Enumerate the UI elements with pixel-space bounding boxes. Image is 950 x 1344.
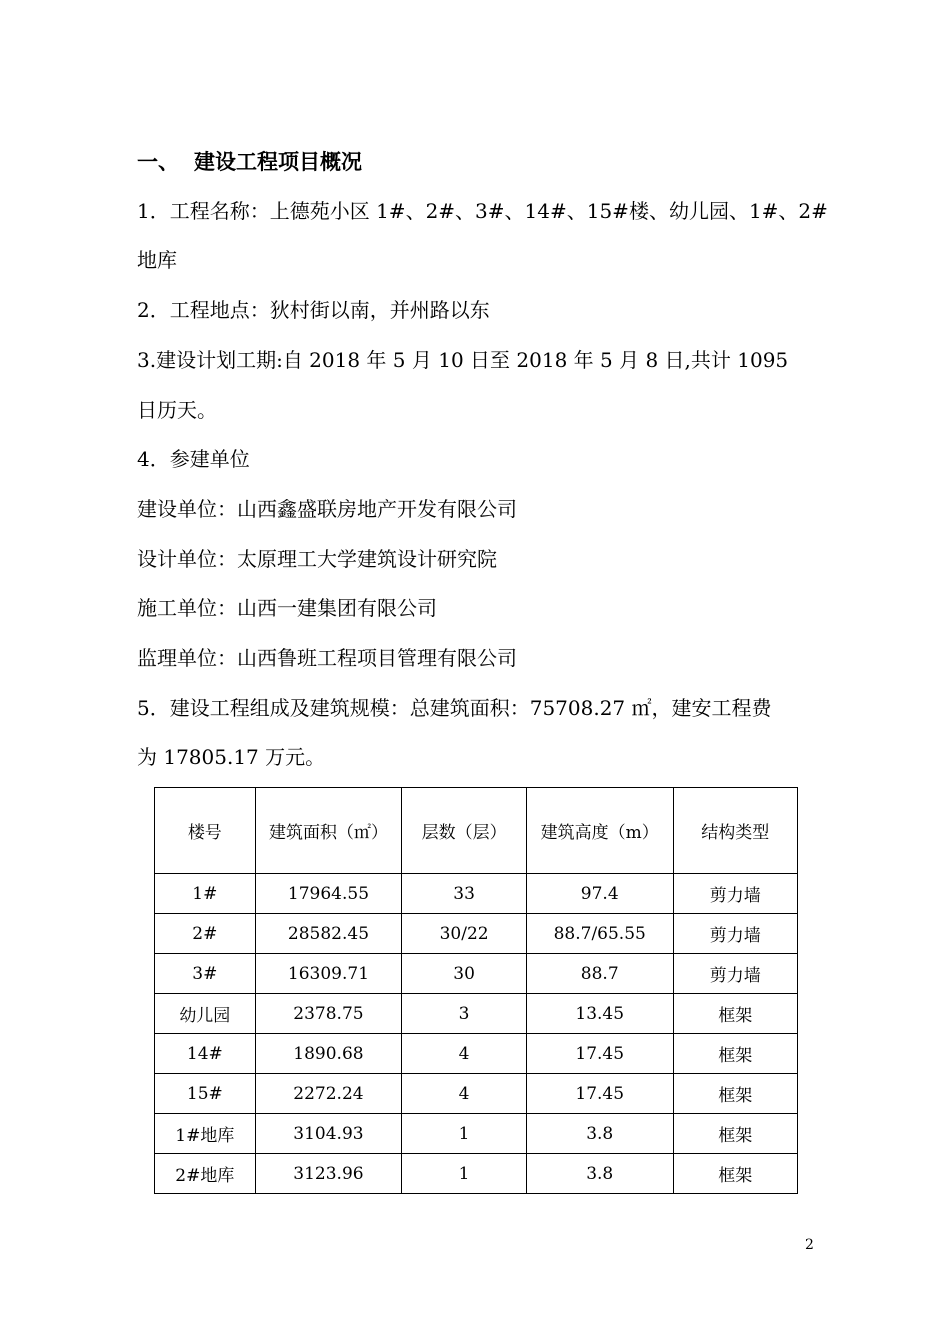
cell-building-no: 3#: [155, 954, 256, 994]
project-name-line2: 地库: [137, 248, 177, 272]
cell-building-no: 2#地库: [155, 1154, 256, 1194]
header-building-no: 楼号: [155, 788, 256, 874]
header-height: 建筑高度（m）: [526, 788, 673, 874]
cell-height: 88.7: [526, 954, 673, 994]
cell-structure-type: 剪力墙: [673, 954, 797, 994]
section-number: 一、: [137, 149, 179, 174]
cell-building-no: 1#地库: [155, 1114, 256, 1154]
table-row: [155, 1034, 798, 1074]
cell-floor-area: 16309.71: [255, 954, 402, 994]
table-row: [155, 874, 798, 914]
cell-height: 3.8: [526, 1154, 673, 1194]
table-row: [155, 1114, 798, 1154]
cell-storeys: 30: [402, 954, 527, 994]
cell-structure-type: 框架: [673, 1074, 797, 1114]
cell-building-no: 14#: [155, 1034, 256, 1074]
section-heading: [137, 146, 362, 176]
cell-height: 17.45: [526, 1034, 673, 1074]
cell-structure-type: 框架: [673, 1034, 797, 1074]
table-row: [155, 1074, 798, 1114]
cell-building-no: 2#: [155, 914, 256, 954]
page-number: 2: [805, 1237, 814, 1253]
header-storeys: 层数（层）: [402, 788, 527, 874]
builder-unit: 建设单位：山西鑫盛联房地产开发有限公司: [137, 497, 517, 521]
design-unit: 设计单位：太原理工大学建筑设计研究院: [137, 547, 497, 571]
cell-height: 13.45: [526, 994, 673, 1034]
cell-storeys: 4: [402, 1074, 527, 1114]
cell-storeys: 33: [402, 874, 527, 914]
cell-height: 3.8: [526, 1114, 673, 1154]
table-header-row: [155, 788, 798, 874]
construction-period-line2: 日历天。: [137, 398, 217, 422]
table-row: [155, 1154, 798, 1194]
table-row: [155, 994, 798, 1034]
building-table: [154, 787, 798, 1194]
cell-structure-type: 剪力墙: [673, 874, 797, 914]
project-name-line1: 1．工程名称：上德苑小区 1#、2#、3#、14#、15#楼、幼儿园、1#、2#: [137, 199, 828, 223]
supervisor-unit: 监理单位：山西鲁班工程项目管理有限公司: [137, 646, 517, 670]
cell-height: 97.4: [526, 874, 673, 914]
cell-storeys: 4: [402, 1034, 527, 1074]
cell-floor-area: 17964.55: [255, 874, 402, 914]
project-location: 2．工程地点：狄村街以南，并州路以东: [137, 298, 490, 322]
cell-floor-area: 1890.68: [255, 1034, 402, 1074]
table-row: [155, 954, 798, 994]
cell-storeys: 3: [402, 994, 527, 1034]
cell-structure-type: 剪力墙: [673, 914, 797, 954]
cell-storeys: 30/22: [402, 914, 527, 954]
construction-period-line1: 3.建设计划工期:自 2018 年 5 月 10 日至 2018 年 5 月 8 日,共计 1095: [137, 348, 789, 372]
cell-building-no: 1#: [155, 874, 256, 914]
participants-heading: 4．参建单位: [137, 447, 250, 471]
cell-floor-area: 2378.75: [255, 994, 402, 1034]
cell-storeys: 1: [402, 1114, 527, 1154]
scale-line1: 5．建设工程组成及建筑规模：总建筑面积：75708.27 ㎡，建安工程费: [137, 696, 772, 720]
cell-structure-type: 框架: [673, 1114, 797, 1154]
table-row: [155, 914, 798, 954]
cell-floor-area: 2272.24: [255, 1074, 402, 1114]
cell-floor-area: 3104.93: [255, 1114, 402, 1154]
cell-structure-type: 框架: [673, 994, 797, 1034]
cell-building-no: 幼儿园: [155, 994, 256, 1034]
cell-building-no: 15#: [155, 1074, 256, 1114]
header-structure-type: 结构类型: [673, 788, 797, 874]
cell-floor-area: 3123.96: [255, 1154, 402, 1194]
section-title: 建设工程项目概况: [194, 149, 362, 174]
cell-storeys: 1: [402, 1154, 527, 1194]
header-floor-area: 建筑面积（㎡）: [255, 788, 402, 874]
cell-height: 88.7/65.55: [526, 914, 673, 954]
cell-floor-area: 28582.45: [255, 914, 402, 954]
scale-line2: 为 17805.17 万元。: [137, 745, 326, 769]
cell-height: 17.45: [526, 1074, 673, 1114]
contractor-unit: 施工单位：山西一建集团有限公司: [137, 596, 437, 620]
cell-structure-type: 框架: [673, 1154, 797, 1194]
